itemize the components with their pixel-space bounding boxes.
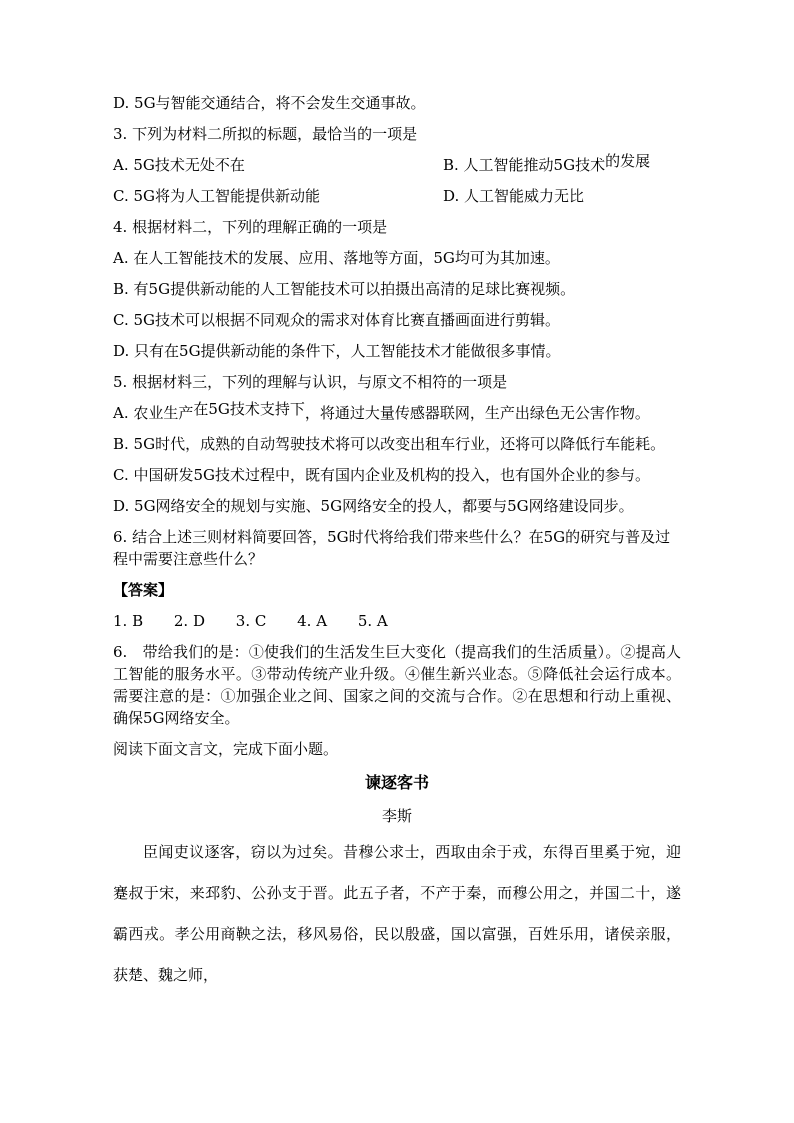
question-3-option-a: A. 5G技术无处不在 [113, 156, 245, 174]
question-5-stem: 5. 根据材料三，下列的理解与认识，与原文不相符的一项是 [113, 373, 508, 391]
question-3-options-row-2 [113, 185, 681, 207]
reading-instruction: 阅读下面文言文，完成下面小题。 [113, 740, 339, 758]
answers-choices-line [113, 610, 681, 632]
question-4-option-a: A. 在人工智能技术的发展、应用、落地等方面，5G均可为其加速。 [113, 249, 560, 267]
question-4-option-d: D. 只有在5G提供新动能的条件下，人工智能技术才能做很多事情。 [113, 342, 561, 360]
answer-6-paragraph: 6. 带给我们的是：①使我们的生活发生巨大变化（提高我们的生活质量）。②提高人工智能的服务水平。③带动传统产业升级。④催生新兴业态。⑤降低社会运行成本。需要注意的是：①加强企业之间、国家之间的交流与合作。②在思想和行动上重视、确保5G网络安全。 [113, 643, 681, 727]
option-a-raised-text: 在5G技术支持下 [193, 400, 305, 418]
question-2-option-d: D. 5G与智能交通结合，将不会发生交通事故。 [113, 94, 426, 112]
answer-3: 3. C [235, 612, 267, 630]
essay-author: 李斯 [381, 807, 412, 825]
option-a-text: A. 农业生产 [113, 404, 194, 422]
answer-4: 4. A [297, 612, 328, 630]
answer-2: 2. D [173, 612, 205, 630]
question-4-option-c: C. 5G技术可以根据不同观众的需求对体育比赛直播画面进行剪辑。 [113, 311, 561, 329]
answer-1: 1. B [113, 612, 144, 630]
essay-paragraph: 臣闻吏议逐客，窃以为过矣。昔穆公求士，西取由余于戎，东得百里奚于宛，迎蹇叔于宋，来邳豹、公孙支于晋。此五子者，不产于秦，而穆公用之，并国二十，遂霸西戎。孝公用商鞅之法，移风易俗，民以殷盛，国以富强，百姓乐用，诸侯亲服，获楚、魏之师， [113, 843, 681, 984]
question-3-option-b [443, 154, 650, 176]
question-5-option-b: B. 5G时代，成熟的自动驾驶技术将可以改变出租车行业，还将可以降低行车能耗。 [113, 435, 666, 453]
answer-5: 5. A [357, 612, 388, 630]
answers-header: 【答案】 [113, 581, 174, 599]
question-5-option-a [113, 402, 681, 424]
question-3-options-row-1 [113, 154, 681, 176]
question-3-stem: 3. 下列为材料二所拟的标题，最恰当的一项是 [113, 125, 418, 143]
question-4-stem: 4. 根据材料二，下列的理解正确的一项是 [113, 218, 388, 236]
question-5-option-c: C. 中国研发5G技术过程中，既有国内企业及机构的投入，也有国外企业的参与。 [113, 466, 651, 484]
question-3-option-c: C. 5G将为人工智能提供新动能 [113, 187, 321, 205]
option-a-text-end: ，将通过大量传感器联网，生产出绿色无公害作物。 [304, 404, 650, 422]
question-5-option-d: D. 5G网络安全的规划与实施、5G网络安全的投人，都要与5G网络建设同步。 [113, 497, 634, 515]
option-b-text: B. 人工智能推动5G技术 [443, 156, 606, 174]
question-3-option-d: D. 人工智能威力无比 [443, 187, 585, 205]
essay-title: 谏逐客书 [364, 773, 429, 792]
option-b-raised-text: 的发展 [605, 152, 651, 170]
question-6-stem: 6. 结合上述三则材料简要回答，5G时代将给我们带来些什么？在5G的研究与普及过程中需要注意些什么？ [113, 528, 671, 568]
question-4-option-b: B. 有5G提供新动能的人工智能技术可以拍摄出高清的足球比赛视频。 [113, 280, 576, 298]
